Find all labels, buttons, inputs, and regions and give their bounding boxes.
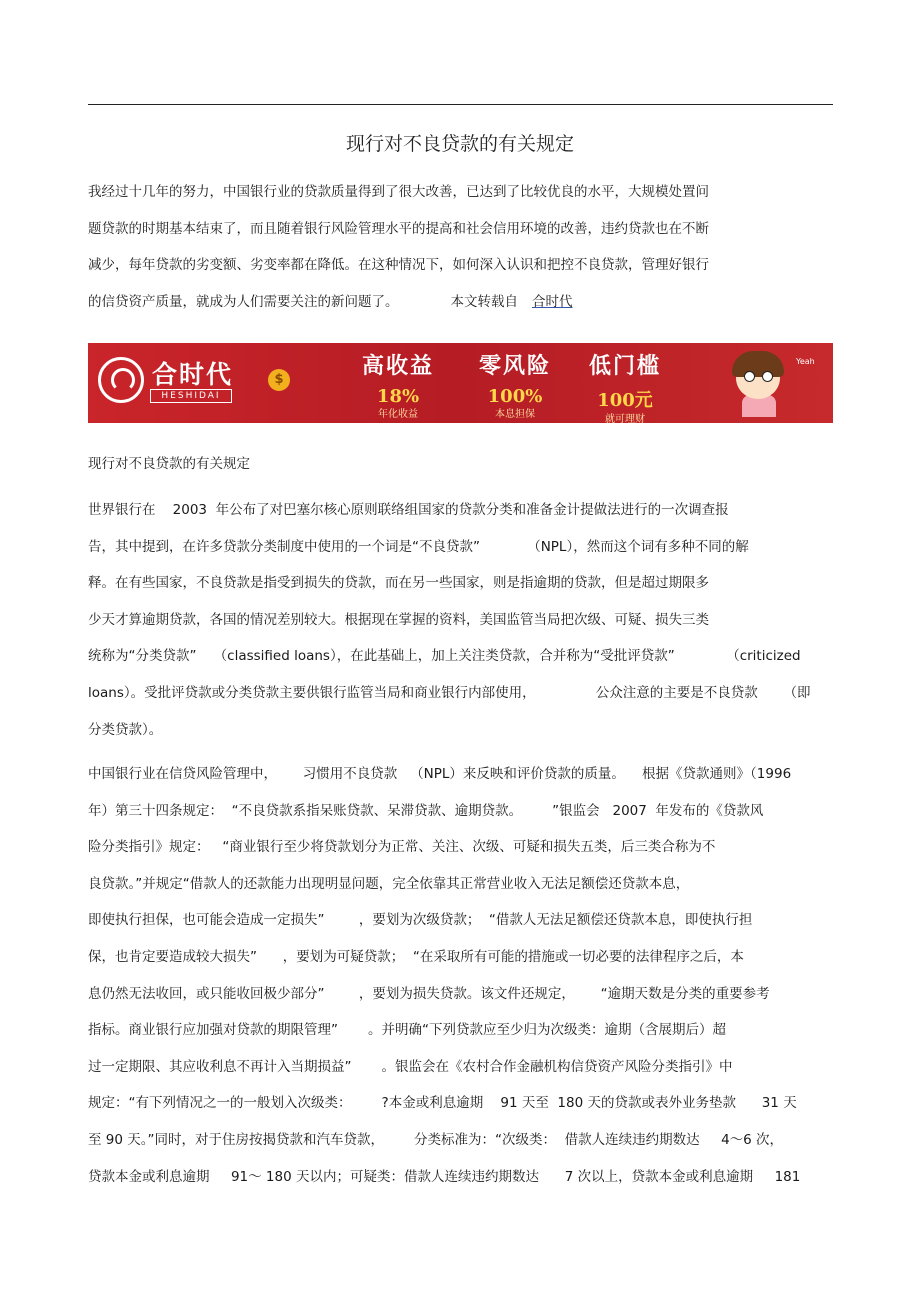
banner-logo-en: HESHIDAI: [150, 389, 232, 403]
para-line: 息仍然无法收回，或只能收回极少部分” ，要划为损失贷款。该文件还规定， “逾期天数是分类的重要参考: [88, 985, 770, 1002]
paragraph-world-bank: [88, 492, 838, 748]
intro-line: 的信贷资产质量，就成为人们需要关注的新问题了。: [88, 293, 399, 310]
feature-heading: 低门槛: [588, 354, 661, 379]
para-line: 年）第三十四条规定： “不良贷款系指呆账贷款、呆滞贷款、逾期贷款。 ”银监会 2007 年发布的《贷款风: [88, 802, 764, 819]
para-line: 告，其中提到，在许多贷款分类制度中使用的一个词是“不良贷款” （NPL），然而这个词有多种不同的解: [88, 538, 749, 555]
para-line: 良贷款。”并规定“借款人的还款能力出现明显问题，完全依靠其正常营业收入无法足额偿还贷款本息，: [88, 875, 690, 892]
paragraph-china-banking: [88, 756, 838, 1195]
para-line: 过一定期限、其应收利息不再计入当期损益” 。银监会在《农村合作金融机构信贷资产风险分类指引》中: [88, 1058, 733, 1075]
top-divider: [88, 104, 833, 105]
intro-line: 题贷款的时期基本结束了，而且随着银行风险管理水平的提高和社会信用环境的改善，违约贷款也在不断: [88, 220, 709, 237]
banner-logo-name: 合时代: [152, 360, 234, 389]
para-line: 统称为“分类贷款” （classified loans），在此基础上，加上关注类贷款，合并称为“受批评贷款” （criticized: [88, 648, 801, 665]
intro-paragraph: [88, 174, 838, 320]
banner-feature: [460, 349, 570, 420]
section-subheading: 现行对不良贷款的有关规定: [88, 456, 250, 472]
page-title: 现行对不良贷款的有关规定: [345, 133, 574, 155]
para-line: loans）。受批评贷款或分类贷款主要供银行监管当局和商业银行内部使用， 公众注意的主要是不良贷款 （即: [88, 684, 811, 701]
source-prefix: 本文转载自: [450, 293, 518, 310]
para-line: 少天才算逾期贷款，各国的情况差别较大。根据现在掌握的资料，美国监管当局把次级、可疑、损失三类: [88, 611, 709, 628]
intro-line: 我经过十几年的努力，中国银行业的贷款质量得到了很大改善，已达到了比较优良的水平，大规模处置问: [88, 184, 709, 200]
para-line: 至 90 天。”同时，对于住房按揭贷款和汽车贷款， 分类标准为：“次级类： 借款人连续违约期数达 4～6 次，: [88, 1131, 784, 1148]
para-line: 世界银行在 2003 年公布了对巴塞尔核心原则联络组国家的贷款分类和准备金计提做法进行的一次调查报: [88, 502, 729, 518]
para-line: 规定：“有下列情况之一的一般划入次级类： ?本金或利息逾期 91 天至 180 天的贷款或表外业务垫款 31 天: [88, 1095, 797, 1112]
para-line: 释。在有些国家，不良贷款是指受到损失的贷款，而在另一些国家，则是指逾期的贷款，但是超过期限多: [88, 575, 709, 592]
feature-value: 100%: [487, 386, 543, 407]
intro-last-line: [88, 284, 838, 321]
para-line: 指标。商业银行应加强对贷款的期限管理” 。并明确“下列贷款应至少归为次级类：逾期（含展期后）超: [88, 1022, 727, 1039]
para-line: 保，也肯定要造成较大损失” ，要划为可疑贷款； “在采取所有可能的措施或一切必要的法律程序之后，本: [88, 948, 744, 965]
para-line: 即使执行担保，也可能会造成一定损失” ，要划为次级贷款； “借款人无法足额偿还贷款本息，即使执行担: [88, 912, 753, 929]
intro-line: 减少，每年贷款的劣变额、劣变率都在降低。在这种情况下，如何深入认识和把控不良贷款，管理好银行: [88, 257, 709, 274]
coin-icon: $: [268, 369, 290, 391]
para-line: 分类贷款）。: [88, 721, 163, 738]
feature-value: 100元: [597, 390, 653, 411]
feature-value: 18%: [376, 386, 420, 407]
banner-feature: [343, 349, 453, 420]
para-line: 中国银行业在信贷风险管理中， 习惯用不良贷款 （NPL）来反映和评价贷款的质量。 根据《贷款通则》（1996: [88, 766, 792, 782]
banner-tagline: Yeah: [796, 357, 815, 366]
ad-banner[interactable]: [88, 343, 833, 423]
cartoon-girl-icon: [728, 349, 790, 415]
feature-heading: 高收益: [361, 354, 434, 379]
feature-heading: 零风险: [478, 354, 551, 379]
logo-mark-icon: [98, 357, 144, 403]
para-line: 险分类指引》规定： “商业银行至少将贷款划分为正常、关注、次级、可疑和损失五类，后三类合称为不: [88, 839, 716, 856]
banner-feature: [570, 349, 680, 423]
feature-sub: 年化收益: [378, 409, 418, 420]
source-link[interactable]: 合时代: [532, 293, 573, 310]
feature-sub: 本息担保: [495, 409, 535, 420]
feature-sub: 就可理财: [605, 414, 645, 423]
para-line: 贷款本金或利息逾期 91～ 180 天以内；可疑类：借款人连续违约期数达 7 次以上，贷款本金或利息逾期 181: [88, 1168, 801, 1185]
